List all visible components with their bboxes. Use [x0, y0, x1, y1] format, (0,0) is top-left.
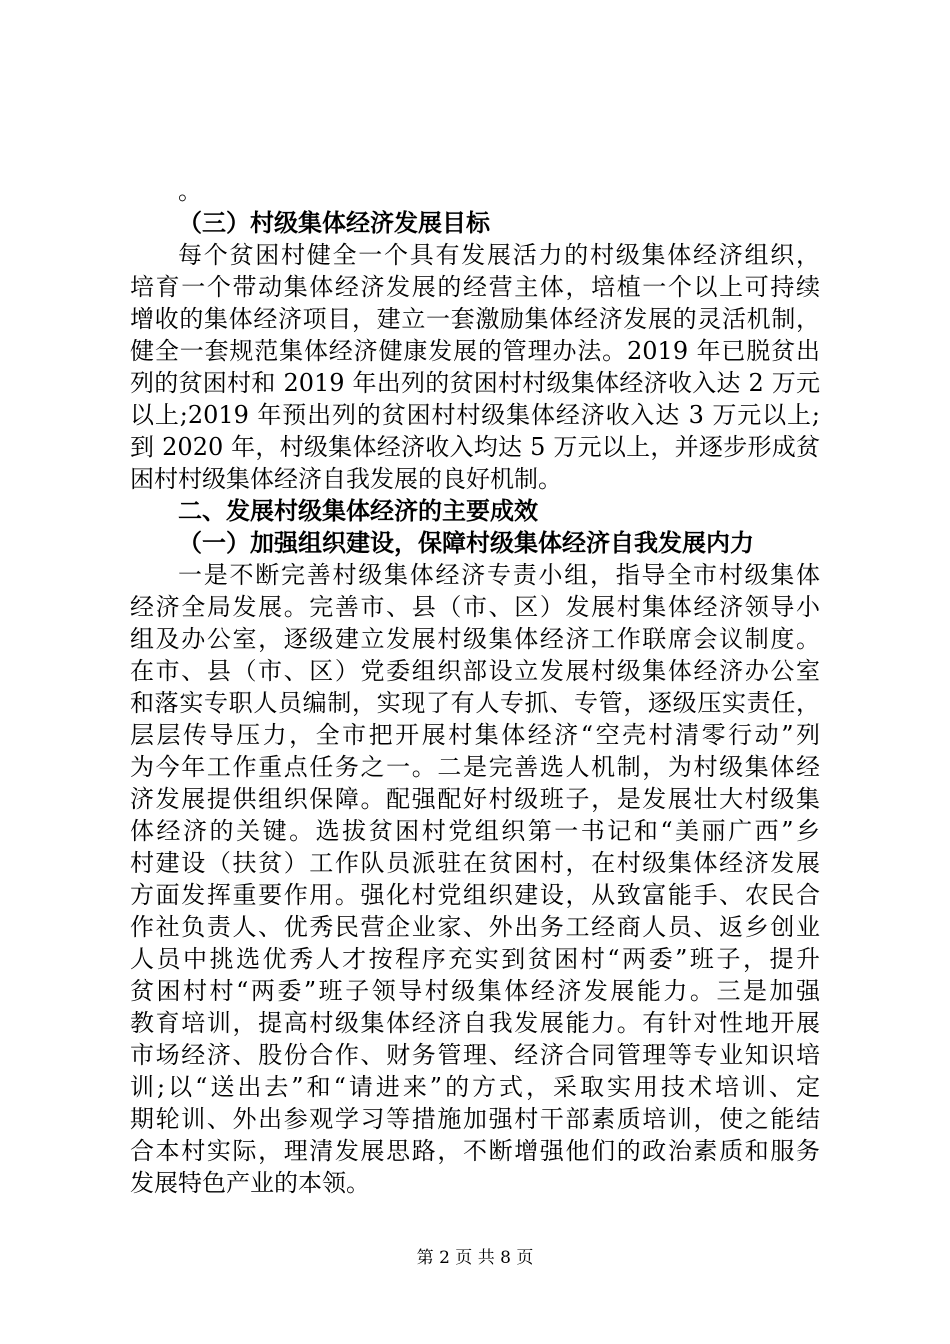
paragraph-line: 合本村实际，理清发展思路，不断增强他们的政治素质和服务 [130, 1137, 820, 1165]
paragraph-line: 困村村级集体经济自我发展的良好机制。 [130, 465, 562, 493]
paragraph-line: 教育培训，提高村级集体经济自我发展能力。有针对性地开展 [130, 1009, 820, 1037]
paragraph-line: 为今年工作重点任务之一。二是完善选人机制，为村级集体经 [130, 753, 820, 781]
paragraph-line: 。 [178, 177, 202, 205]
paragraph-line: 增收的集体经济项目，建立一套激励集体经济发展的灵活机制， [130, 305, 820, 333]
section-heading: （一）加强组织建设，保障村级集体经济自我发展内力 [178, 529, 754, 557]
paragraph-line: 培育一个带动集体经济发展的经营主体，培植一个以上可持续 [130, 273, 820, 301]
paragraph-line: 发展特色产业的本领。 [130, 1169, 370, 1197]
paragraph-line: 经济全局发展。完善市、县（市、区）发展村集体经济领导小 [130, 593, 820, 621]
paragraph-line: 一是不断完善村级集体经济专责小组，指导全市村级集体 [178, 561, 820, 589]
page-footer: 第 2 页 共 8 页 [416, 1248, 534, 1268]
section-heading: （三）村级集体经济发展目标 [178, 209, 490, 237]
paragraph-line: 方面发挥重要作用。强化村党组织建设，从致富能手、农民合 [130, 881, 820, 909]
paragraph-line: 层层传导压力，全市把开展村集体经济“空壳村清零行动”列 [130, 721, 820, 749]
paragraph-line: 人员中挑选优秀人才按程序充实到贫困村“两委”班子，提升 [130, 945, 820, 973]
paragraph-line: 到 2020 年，村级集体经济收入均达 5 万元以上，并逐步形成贫 [130, 433, 820, 461]
paragraph-line: 期轮训、外出参观学习等措施加强村干部素质培训，使之能结 [130, 1105, 820, 1133]
paragraph-line: 在市、县（市、区）党委组织部设立发展村级集体经济办公室 [130, 657, 820, 685]
paragraph-line: 训;以“送出去”和“请进来”的方式，采取实用技术培训、定 [130, 1073, 820, 1101]
paragraph-line: 组及办公室，逐级建立发展村级集体经济工作联席会议制度。 [130, 625, 820, 653]
paragraph-line: 列的贫困村和 2019 年出列的贫困村村级集体经济收入达 2 万元 [130, 369, 820, 397]
paragraph-line: 作社负责人、优秀民营企业家、外出务工经商人员、返乡创业 [130, 913, 820, 941]
paragraph-line: 每个贫困村健全一个具有发展活力的村级集体经济组织， [178, 241, 820, 269]
document-body [130, 175, 820, 1199]
paragraph-line: 和落实专职人员编制，实现了有人专抓、专管，逐级压实责任， [130, 689, 820, 717]
paragraph-line: 市场经济、股份合作、财务管理、经济合同管理等专业知识培 [130, 1041, 820, 1069]
paragraph-line: 健全一套规范集体经济健康发展的管理办法。2019 年已脱贫出 [130, 337, 820, 365]
paragraph-line: 体经济的关键。选拔贫困村党组织第一书记和“美丽广西”乡 [130, 817, 820, 845]
paragraph-line: 济发展提供组织保障。配强配好村级班子，是发展壮大村级集 [130, 785, 820, 813]
section-heading: 二、发展村级集体经济的主要成效 [178, 497, 538, 525]
paragraph-line: 贫困村村“两委”班子领导村级集体经济发展能力。三是加强 [130, 977, 820, 1005]
paragraph-line: 以上;2019 年预出列的贫困村村级集体经济收入达 3 万元以上; [130, 401, 820, 429]
paragraph-line: 村建设（扶贫）工作队员派驻在贫困村，在村级集体经济发展 [130, 849, 820, 877]
